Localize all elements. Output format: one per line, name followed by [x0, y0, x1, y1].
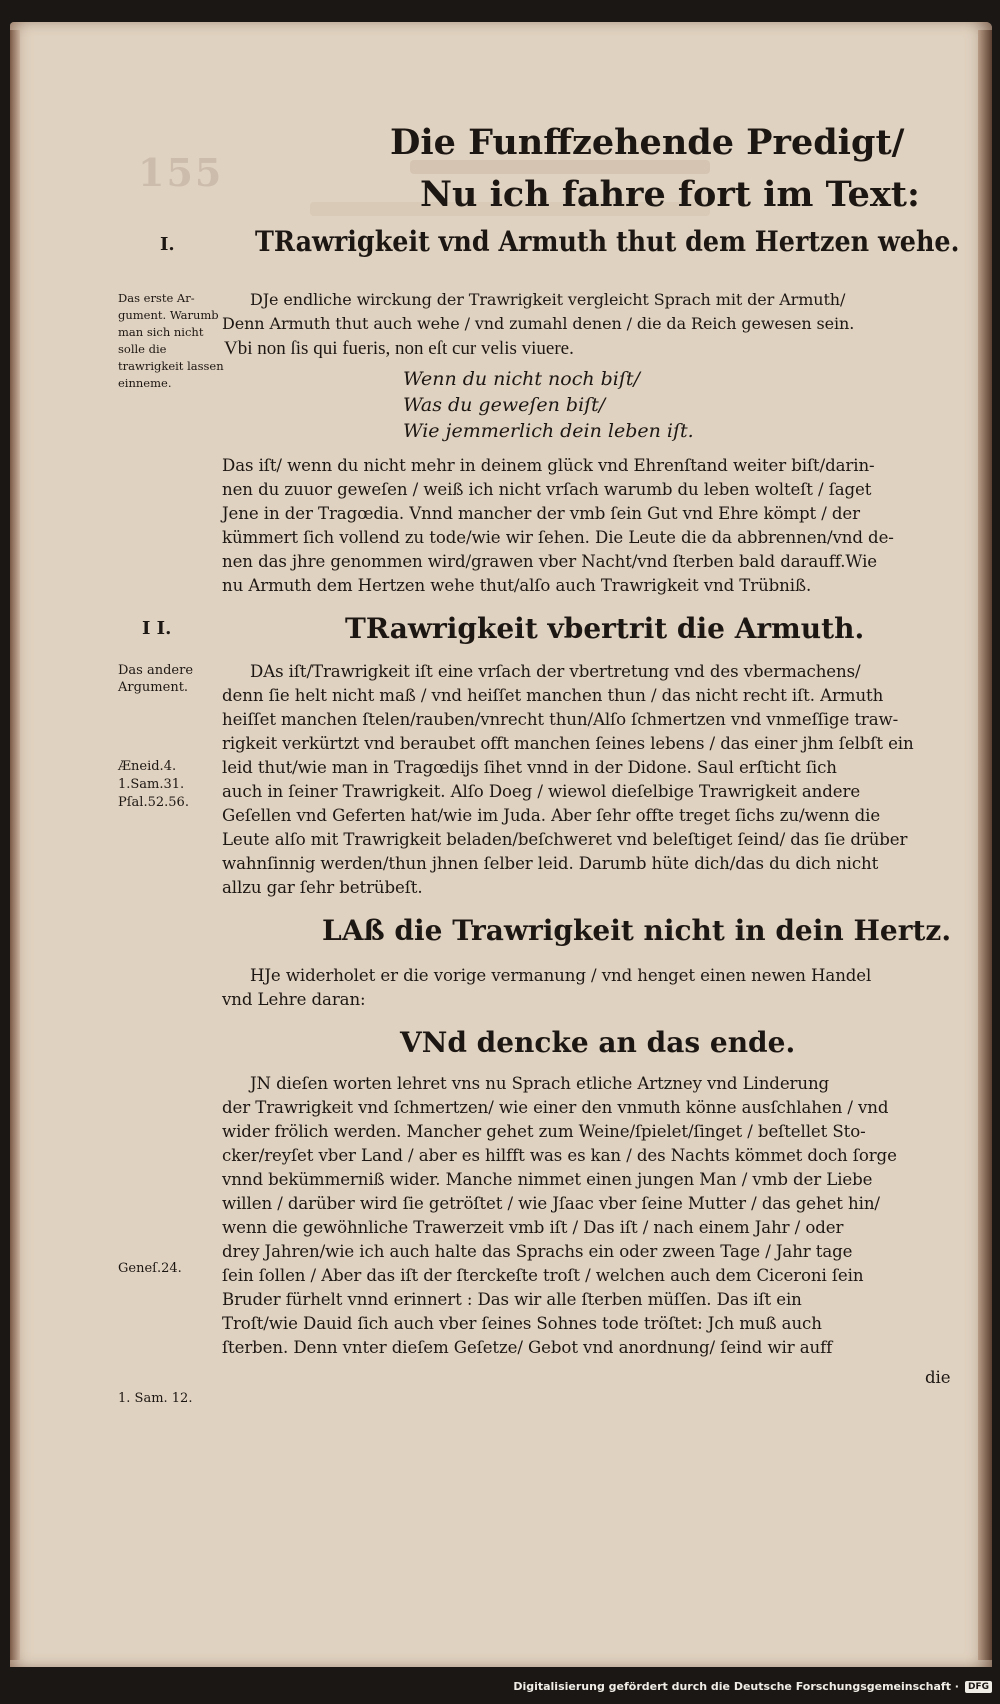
margin-note: Das andere Argument.	[118, 663, 194, 695]
text-line: rigkeit verkürtzt vnd beraubet offt manchen ſeines lebens / das einer jhm ſelbſt ein	[222, 734, 914, 753]
section-heading: TRawrigkeit vbertrit die Armuth.	[345, 612, 865, 645]
text-line: kümmert ſich vollend zu tode/wie wir ſehen. Die Leute die da abbrennen/vnd de-	[222, 528, 894, 547]
text-line: ſterben. Denn vnter dieſem Geſetze/ Gebot vnd anordnung/ ſeind wir auff	[222, 1338, 833, 1357]
text-line: HJe widerholet er die vorige vermanung / vnd henget einen newen Handel	[250, 966, 872, 985]
text-heading: Nu ich fahre fort im Text:	[420, 174, 920, 215]
sermon-title: Die Funffzehende Predigt/	[390, 122, 905, 163]
section-heading: TRawrigkeit vnd Armuth thut dem Hertzen wehe.	[255, 225, 960, 258]
margin-note: Das erste Ar-gument. Warumb man sich nicht solle die trawrigkeit lassen einneme.	[118, 291, 224, 390]
text-line: wider frölich werden. Mancher gehet zum Weine/ſpielet/ſinget / beſtellet Sto-	[222, 1122, 866, 1141]
text-line: Bruder fürhelt vnnd erinnert : Das wir alle ſterben müſſen. Das iſt ein	[222, 1290, 802, 1309]
text-line: wahnſinnig werden/thun jhnen ſelber leid. Darumb hüte dich/das du dich nicht	[222, 854, 879, 873]
text-line: ſein ſollen / Aber das iſt der ſterckeſte troſt / welchen auch dem Ciceroni ſein	[222, 1266, 864, 1285]
text-line: vnnd bekümmerniß wider. Manche nimmet einen jungen Man / vmb der Liebe	[222, 1170, 873, 1189]
text-line: Geſellen vnd Geferten hat/wie im Juda. Aber ſehr offte treget ſichs zu/wenn die	[222, 806, 881, 825]
dfg-logo: DFG	[965, 1681, 992, 1693]
text-line: willen / darüber wird ſie getröſtet / wie Jſaac vber ſeine Mutter / das gehet hin/	[222, 1194, 880, 1213]
section-heading: VNd dencke an das ende.	[400, 1026, 796, 1059]
text-line: DAs iſt/Trawrigkeit iſt eine vrſach der vbertretung vnd des vbermachens/	[250, 662, 861, 681]
text-line: der Trawrigkeit vnd ſchmertzen/ wie einer den vnmuth könne ausſchlahen / vnd	[222, 1098, 889, 1117]
text-line: cker/reyſet vber Land / aber es hilfft was es kan / des Nachts kömmet doch ſorge	[222, 1146, 897, 1165]
text-line: DJe endliche wirckung der Trawrigkeit vergleicht Sprach mit der Armuth/	[250, 290, 846, 309]
verse-line: Wenn du nicht noch biſt/	[403, 368, 640, 390]
text-line: heiſſet manchen ſtelen/rauben/vnrecht thun/Alſo ſchmertzen vnd vnmeſſige traw-	[222, 710, 899, 729]
text-line: allzu gar ſehr betrübeſt.	[222, 878, 423, 897]
footer-credit: Digitalisierung gefördert durch die Deutsche Forschungsgemeinschaft ·	[513, 1680, 959, 1693]
bleed-through-page-number: 155	[138, 150, 224, 195]
catchword: die	[925, 1368, 951, 1387]
text-line: Jene in der Tragœdia. Vnnd mancher der vmb ſein Gut vnd Ehre kömpt / der	[222, 504, 860, 523]
text-line: Troſt/wie Dauid ſich auch vber ſeines Sohnes tode tröſtet: Jch muß auch	[222, 1314, 822, 1333]
scripture-reference: Geneſ.24.	[118, 1261, 182, 1276]
book-page	[10, 22, 992, 1667]
text-line: Leute alſo mit Trawrigkeit beladen/beſchweret vnd beleſtiget ſeind/ das ſie drüber	[222, 830, 908, 849]
section-heading: LAß die Trawrigkeit nicht in dein Hertz.	[322, 914, 952, 947]
scripture-reference: 1.Sam.31.	[118, 777, 185, 792]
scripture-reference: 1. Sam. 12.	[118, 1391, 193, 1406]
text-line: auch in ſeiner Trawrigkeit. Alſo Doeg / wiewol dieſelbige Trawrigkeit andere	[222, 782, 861, 801]
text-line: wenn die gewöhnliche Trawerzeit vmb iſt / Das iſt / nach einem Jahr / oder	[222, 1218, 844, 1237]
page-edge-right	[978, 30, 992, 1660]
scripture-reference: Pſal.52.56.	[118, 795, 189, 810]
digitization-footer	[513, 1680, 992, 1693]
text-line: nen das jhre genommen wird/grawen vber Nacht/vnd ſterben bald darauff.Wie	[222, 552, 877, 571]
latin-line: Vbi non ſis qui fueris, non eſt cur velis viuere.	[224, 338, 574, 359]
section-numeral: I I.	[142, 618, 172, 639]
text-line: leid thut/wie man in Tragœdijs ſihet vnnd in der Didone. Saul erſticht ſich	[222, 758, 837, 777]
text-line: JN dieſen worten lehret vns nu Sprach etliche Artzney vnd Linderung	[250, 1074, 830, 1093]
text-line: nu Armuth dem Hertzen wehe thut/alſo auch Trawrigkeit vnd Trübniß.	[222, 576, 812, 595]
text-line: nen du zuuor geweſen / weiß ich nicht vrſach warumb du leben wolteſt / ſaget	[222, 480, 872, 499]
text-line: denn ſie helt nicht maß / vnd heiſſet manchen thun / das nicht recht iſt. Armuth	[222, 686, 884, 705]
verse-line: Wie jemmerlich dein leben iſt.	[403, 420, 694, 442]
text-line: Das iſt/ wenn du nicht mehr in deinem glück vnd Ehrenſtand weiter biſt/darin-	[222, 456, 875, 475]
text-line: drey Jahren/wie ich auch halte das Sprachs ein oder zween Tage / Jahr tage	[222, 1242, 853, 1261]
verse-line: Was du geweſen biſt/	[403, 394, 606, 416]
page-edge-left	[10, 30, 20, 1660]
scripture-reference: Æneid.4.	[118, 759, 177, 774]
section-numeral: I.	[160, 234, 175, 255]
text-line: Denn Armuth thut auch wehe / vnd zumahl denen / die da Reich gewesen sein.	[222, 314, 855, 333]
text-line: vnd Lehre daran:	[222, 990, 366, 1009]
